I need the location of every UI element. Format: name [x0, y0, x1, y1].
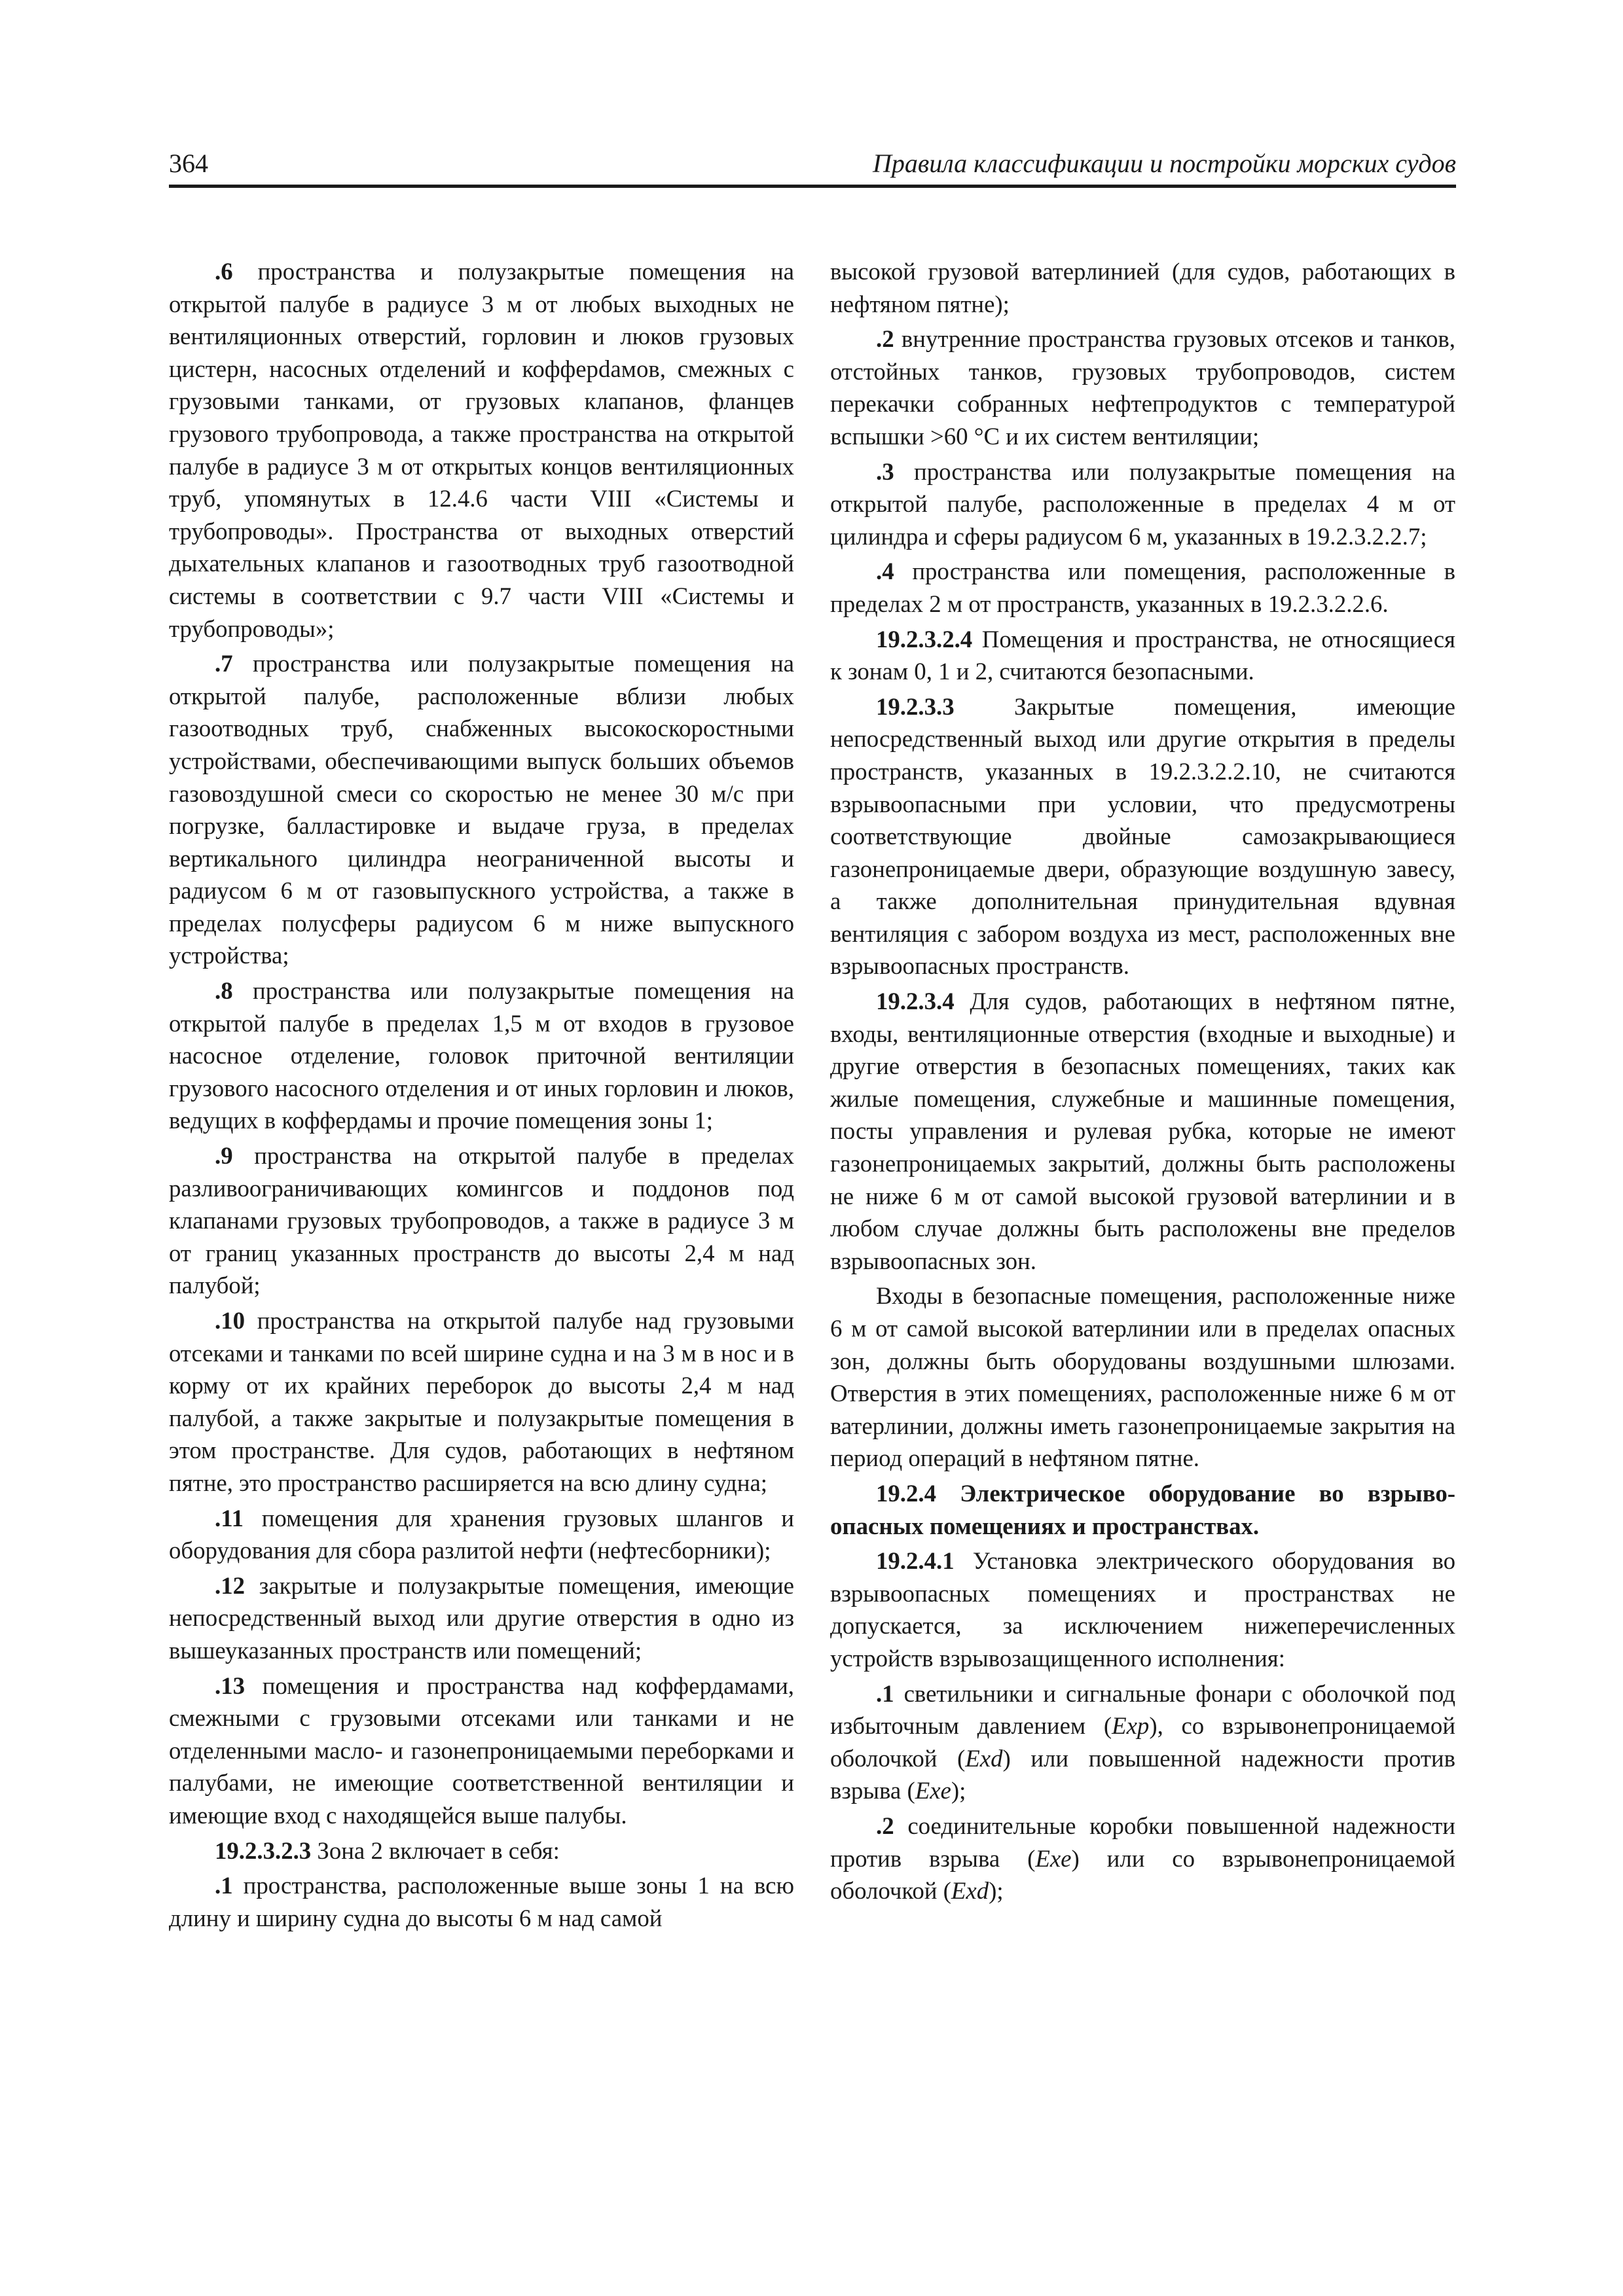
page-header [169, 145, 1456, 188]
paragraph [169, 1502, 794, 1567]
paragraph-text: помещения для хранения грузовых шлангов и оборудования для сбора разлитой нефти (нефтесборники); [169, 1504, 794, 1564]
protection-code: Exd [965, 1744, 1003, 1772]
item-label: .8 [215, 977, 233, 1005]
paragraph [830, 323, 1455, 452]
paragraph-text: пространства или полузакрытые помещения на открытой палубе, расположенные вблизи любых газоотводных труб, снабженных высокоскоростными устройствами, обеспечивающими выпуск больших объемов газовоздушной смеси со скоростью не менее 30 м/с при погрузке, балластировке и выдаче груза, в пределах вертикального цилиндра неограниченной высоты и радиусом 6 м от газовыпускного устройства, а также в пределах полусферы радиусом 6 м ниже выпускного устройства; [169, 650, 794, 969]
paragraph-text: пространства или полузакрытые помещения на открытой палубе, расположенные в пределах 4 м от цилиндра и сферы радиусом 6 м, указанных в 19.2.3.2.2.7; [830, 457, 1455, 550]
paragraph-text: внутренние пространства грузовых отсеков и танков, отстойных танков, грузовых трубопроводов, систем перекачки собранных нефтепродуктов с температурой вспышки >60 °С и их систем вентиляции; [830, 325, 1455, 450]
paragraph: Входы в безопасные помещения, расположенные ниже 6 м от самой высокой ватерлинии или в пределах опасных зон, должны быть оборудованы воздушными шлюзами. Отверстия в этих помещениях, расположенные ниже 6 м от ватерлинии, должны иметь газонепроницаемые закрытия на период операций в нефтяном пятне. [830, 1282, 1455, 1472]
paragraph [169, 975, 794, 1137]
paragraph-text: пространства на открытой палубе над грузовыми отсеками и танками по всей ширине судна и на 3 м в нос и в корму от их крайних переборок до высоты 2,4 м над палубой, а также закрытые и полузакрытые помещения в этом пространстве. Для судов, работающих в нефтяном пятне, это пространство расширяется на всю длину судна; [169, 1307, 794, 1496]
paragraph [830, 456, 1455, 553]
item-label: .6 [215, 258, 233, 285]
paragraph-text: Закрытые помещения, имеющие непосредственный выход или другие открытия в пределы пространств, указанных в 19.2.3.2.2.10, не считаются взрывоопасными при условии, что предусмотрены соответствующие двойные самозакрывающиеся газонепроницаемые двери, образующие воздушную завесу, а также дополнительная принудительная вдувная вентиляция с забором воздуха из мест, расположенных вне взрывоопасных пространств. [830, 692, 1455, 980]
paragraph-text: пространства или полузакрытые помещения на открытой палубе в пределах 1,5 м от входов в грузовое насосное отделение, головок приточной вентиляции грузового насосного отделения и от иных горловин и люков, ведущих в коффердамы и прочие помещения зоны 1; [169, 977, 794, 1134]
paragraph [169, 1139, 794, 1302]
section-heading: 19.2.4 Электрическое оборудование во взрывоопасных помещениях и пространствах. [830, 1479, 1455, 1539]
paragraph [169, 255, 794, 645]
paragraph [169, 1670, 794, 1832]
paragraph [830, 985, 1455, 1277]
section-number: 19.2.3.3 [876, 692, 955, 720]
paragraph [169, 1835, 794, 1867]
section-number: 19.2.4.1 [876, 1547, 955, 1575]
item-label: .3 [876, 457, 894, 485]
paragraph-text: Помещения и пространства, не относящиеся к зонам 0, 1 и 2, считаются безопасными. [830, 625, 1455, 685]
right-column [830, 255, 1455, 1907]
section-number: 19.2.3.4 [876, 988, 955, 1015]
paragraph-text: соединительные коробки повышенной надежности против взрыва ( [830, 1812, 1455, 1872]
item-label: .4 [876, 558, 894, 585]
item-label: .1 [876, 1679, 894, 1707]
paragraph-text: ), со взрывонепроницаемой оболочкой ( [830, 1712, 1456, 1772]
item-label: .10 [215, 1307, 245, 1334]
protection-code: Exe [1035, 1844, 1072, 1872]
section-number: 19.2.3.2.4 [876, 625, 973, 653]
paragraph [830, 623, 1455, 688]
running-title: Правила классификации и постройки морских судов [872, 149, 1456, 178]
paragraph-text: пространства на открытой палубе в пределах разливоограничивающих комингсов и поддонов под клапанами грузовых трубопроводов, а также в радиусе 3 м от границ указанных пространств до высоты 2,4 м над палубой; [169, 1142, 794, 1299]
item-label: .7 [215, 650, 233, 677]
paragraph-text: пространства или помещения, расположенные в пределах 2 м от пространств, указанных в 19.2.3.2.2.6. [830, 558, 1455, 617]
protection-code: Exd [951, 1877, 989, 1905]
item-label: .12 [215, 1571, 245, 1599]
paragraph-text: ) или со взрывонепроницаемой оболочкой ( [830, 1844, 1456, 1905]
paragraph-text: закрытые и полузакрытые помещения, имеющие непосредственный выход или другие отверстия в одно из вышеуказанных пространств или помещений; [169, 1571, 794, 1664]
paragraph [830, 1810, 1455, 1907]
paragraph-text: Установка электрического оборудования во взрывоопасных помещениях и пространствах не допускается, за исключением нижеперечисленных устройств взрывозащищенного исполнения: [830, 1547, 1455, 1672]
protection-code: Exe [915, 1777, 951, 1804]
section-number: 19.2.3.2.3 [215, 1837, 312, 1864]
item-label: .1 [215, 1872, 233, 1899]
item-label: .11 [215, 1504, 244, 1532]
page-number: 364 [169, 149, 208, 178]
paragraph [830, 1677, 1455, 1807]
paragraph-text: помещения и пространства над коффердaмами, смежными с грузовыми отсеками или танками и не отделенными масло- и газонепроницаемыми переборками и палубами, не имеющие соответственной вентиляции и имеющие вход с находящейся выше палубы. [169, 1672, 794, 1829]
paragraph-text: Для судов, работающих в нефтяном пятне, входы, вентиляционные отверстия (входные и выходные) и другие отверстия в безопасных помещениях, таких как жилые помещения, служебные и машинные помещения, посты управления и рулевая рубка, которые не имеют газонепроницаемых закрытий, должны быть расположены не ниже 6 м от самой высокой грузовой ватерлинии и в любом случае должны быть расположены вне пределов взрывоопасных зон. [830, 988, 1455, 1274]
paragraph [830, 1545, 1455, 1674]
paragraph [169, 1869, 794, 1934]
paragraph-text: ); [951, 1777, 966, 1804]
paragraph-text: светильники и сигнальные фонари с оболочкой под избыточным давлением ( [830, 1679, 1455, 1740]
protection-code: Exp [1112, 1712, 1150, 1740]
paragraph [169, 1304, 794, 1499]
paragraph-text: ); [989, 1877, 1004, 1905]
item-label: .9 [215, 1142, 233, 1170]
item-label: .13 [215, 1672, 245, 1699]
paragraph-continuation: высокой грузовой ватерлинией (для судов, работающих в нефтяном пятне); [830, 258, 1455, 317]
item-label: .2 [876, 325, 894, 353]
item-label: .2 [876, 1812, 894, 1839]
paragraph-text: Зона 2 включает в себя: [311, 1837, 560, 1864]
paragraph [830, 555, 1455, 620]
paragraph [169, 1570, 794, 1667]
paragraph-text: пространства, расположенные выше зоны 1 на всю длину и ширину судна до высоты 6 м над самой [169, 1872, 794, 1931]
paragraph [830, 691, 1455, 982]
paragraph [169, 647, 794, 972]
left-column [169, 255, 794, 1934]
paragraph-text: ) или повышенной надежности против взрыва ( [830, 1744, 1455, 1804]
paragraph-text: пространства и полузакрытые помещения на открытой палубе в радиусе 3 м от любых выходных не вентиляционных отверстий, горловин и люков грузовых цистерн, насосных отделений и кофферdамов, смежных с грузовыми танками, от грузовых клапанов, фланцев грузового трубопровода, а также пространства на открытой палубе в радиусе 3 м от открытых концов вентиляционных труб, упомянутых в 12.4.6 части VIII «Системы и трубопроводы». Пространства от выходных отверстий дыхательных клапанов и газоотводных труб газоотводной системы в соответствии с 9.7 части VIII «Системы и трубопроводы»; [169, 258, 794, 642]
